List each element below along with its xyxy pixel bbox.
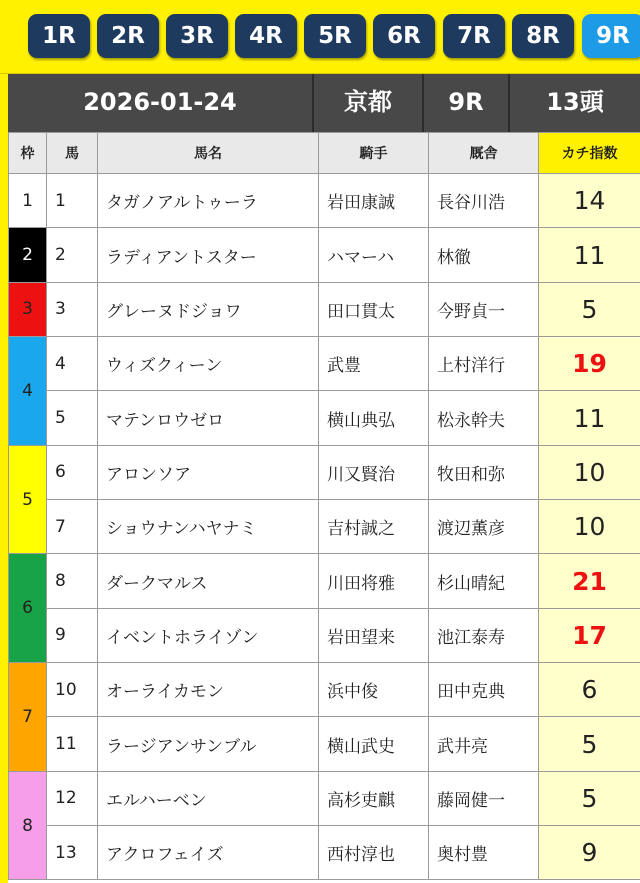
horse-name: マテンロウゼロ — [98, 391, 319, 445]
waku-cell: 3 — [9, 282, 47, 336]
horse-number: 2 — [47, 228, 98, 282]
kachi-index-value: 17 — [539, 608, 640, 662]
kachi-index-value: 19 — [539, 337, 640, 391]
horse-name: アロンソア — [98, 445, 319, 499]
kachi-index-value: 6 — [539, 663, 640, 717]
trainer-name: 池江泰寿 — [429, 608, 539, 662]
trainer-name: 藤岡健一 — [429, 771, 539, 825]
waku-cell: 1 — [9, 174, 47, 228]
col-trainer: 厩舎 — [429, 133, 539, 174]
jockey-name: 横山典弘 — [319, 391, 429, 445]
race-tab-1r[interactable]: 1R — [28, 14, 90, 58]
kachi-index-value: 5 — [539, 717, 640, 771]
race-tab-bar — [0, 0, 640, 74]
table-row — [9, 391, 640, 445]
horse-name: アクロフェイズ — [98, 826, 319, 880]
jockey-name: 吉村誠之 — [319, 500, 429, 554]
table-row — [9, 228, 640, 282]
table-row — [9, 554, 640, 608]
trainer-name: 長谷川浩 — [429, 174, 539, 228]
trainer-name: 田中克典 — [429, 663, 539, 717]
jockey-name: 田口貫太 — [319, 282, 429, 336]
horse-number: 6 — [47, 445, 98, 499]
race-tab-4r[interactable]: 4R — [235, 14, 297, 58]
table-row — [9, 663, 640, 717]
horse-number: 11 — [47, 717, 98, 771]
race-header — [8, 74, 640, 132]
race-tab-2r[interactable]: 2R — [97, 14, 159, 58]
jockey-name: 川田将雅 — [319, 554, 429, 608]
col-waku: 枠 — [9, 133, 47, 174]
race-date: 2026-01-24 — [83, 88, 237, 116]
kachi-index-value: 11 — [539, 228, 640, 282]
table-row — [9, 282, 640, 336]
trainer-name: 林徹 — [429, 228, 539, 282]
horse-name: ラディアントスター — [98, 228, 319, 282]
waku-cell: 4 — [9, 337, 47, 446]
field-size: 13頭 — [508, 74, 640, 132]
jockey-name: 川又賢治 — [319, 445, 429, 499]
waku-cell: 8 — [9, 771, 47, 880]
race-tab-7r[interactable]: 7R — [443, 14, 505, 58]
left-yellow-edge — [0, 74, 8, 883]
table-row — [9, 445, 640, 499]
race-tab-5r[interactable]: 5R — [304, 14, 366, 58]
trainer-name: 今野貞一 — [429, 282, 539, 336]
horse-name: ラージアンサンブル — [98, 717, 319, 771]
waku-cell: 7 — [9, 663, 47, 772]
horse-name: ウィズクィーン — [98, 337, 319, 391]
race-number: 9R — [422, 74, 508, 132]
trainer-name: 杉山晴紀 — [429, 554, 539, 608]
horse-number: 4 — [47, 337, 98, 391]
kachi-index-value: 14 — [539, 174, 640, 228]
horse-name: ダークマルス — [98, 554, 319, 608]
horse-name: イベントホライゾン — [98, 608, 319, 662]
horse-name: ショウナンハヤナミ — [98, 500, 319, 554]
horse-name: グレーヌドジョワ — [98, 282, 319, 336]
entries-table — [8, 132, 640, 880]
race-venue: 京都 — [312, 74, 422, 132]
col-jockey: 騎手 — [319, 133, 429, 174]
race-tab-6r[interactable]: 6R — [373, 14, 435, 58]
kachi-index-value: 21 — [539, 554, 640, 608]
table-row — [9, 337, 640, 391]
waku-cell: 6 — [9, 554, 47, 663]
race-tab-3r[interactable]: 3R — [166, 14, 228, 58]
horse-number: 1 — [47, 174, 98, 228]
jockey-name: 西村淳也 — [319, 826, 429, 880]
jockey-name: 高杉吏麒 — [319, 771, 429, 825]
horse-number: 10 — [47, 663, 98, 717]
col-uma: 馬 — [47, 133, 98, 174]
trainer-name: 牧田和弥 — [429, 445, 539, 499]
col-horse: 馬名 — [98, 133, 319, 174]
trainer-name: 武井亮 — [429, 717, 539, 771]
kachi-index-value: 10 — [539, 500, 640, 554]
horse-number: 3 — [47, 282, 98, 336]
table-row — [9, 500, 640, 554]
trainer-name: 上村洋行 — [429, 337, 539, 391]
jockey-name: 武豊 — [319, 337, 429, 391]
horse-number: 9 — [47, 608, 98, 662]
trainer-name: 松永幹夫 — [429, 391, 539, 445]
kachi-index-value: 5 — [539, 282, 640, 336]
jockey-name: 岩田康誠 — [319, 174, 429, 228]
horse-name: エルハーベン — [98, 771, 319, 825]
trainer-name: 渡辺薫彦 — [429, 500, 539, 554]
jockey-name: 横山武史 — [319, 717, 429, 771]
race-tab-8r[interactable]: 8R — [512, 14, 574, 58]
waku-cell: 2 — [9, 228, 47, 282]
table-row — [9, 174, 640, 228]
table-row — [9, 608, 640, 662]
jockey-name: ハマーハ — [319, 228, 429, 282]
horse-name: タガノアルトゥーラ — [98, 174, 319, 228]
horse-number: 12 — [47, 771, 98, 825]
table-header-row — [9, 133, 640, 174]
table-row — [9, 717, 640, 771]
horse-number: 13 — [47, 826, 98, 880]
horse-number: 5 — [47, 391, 98, 445]
horse-name: オーライカモン — [98, 663, 319, 717]
col-kachi-index: カチ指数 — [539, 133, 640, 174]
table-row — [9, 771, 640, 825]
table-row — [9, 826, 640, 880]
horse-number: 7 — [47, 500, 98, 554]
kachi-index-value: 9 — [539, 826, 640, 880]
jockey-name: 岩田望来 — [319, 608, 429, 662]
horse-number: 8 — [47, 554, 98, 608]
trainer-name: 奥村豊 — [429, 826, 539, 880]
race-tab-9r[interactable]: 9R — [582, 14, 640, 58]
waku-cell: 5 — [9, 445, 47, 554]
kachi-index-value: 10 — [539, 445, 640, 499]
kachi-index-value: 5 — [539, 771, 640, 825]
jockey-name: 浜中俊 — [319, 663, 429, 717]
kachi-index-value: 11 — [539, 391, 640, 445]
